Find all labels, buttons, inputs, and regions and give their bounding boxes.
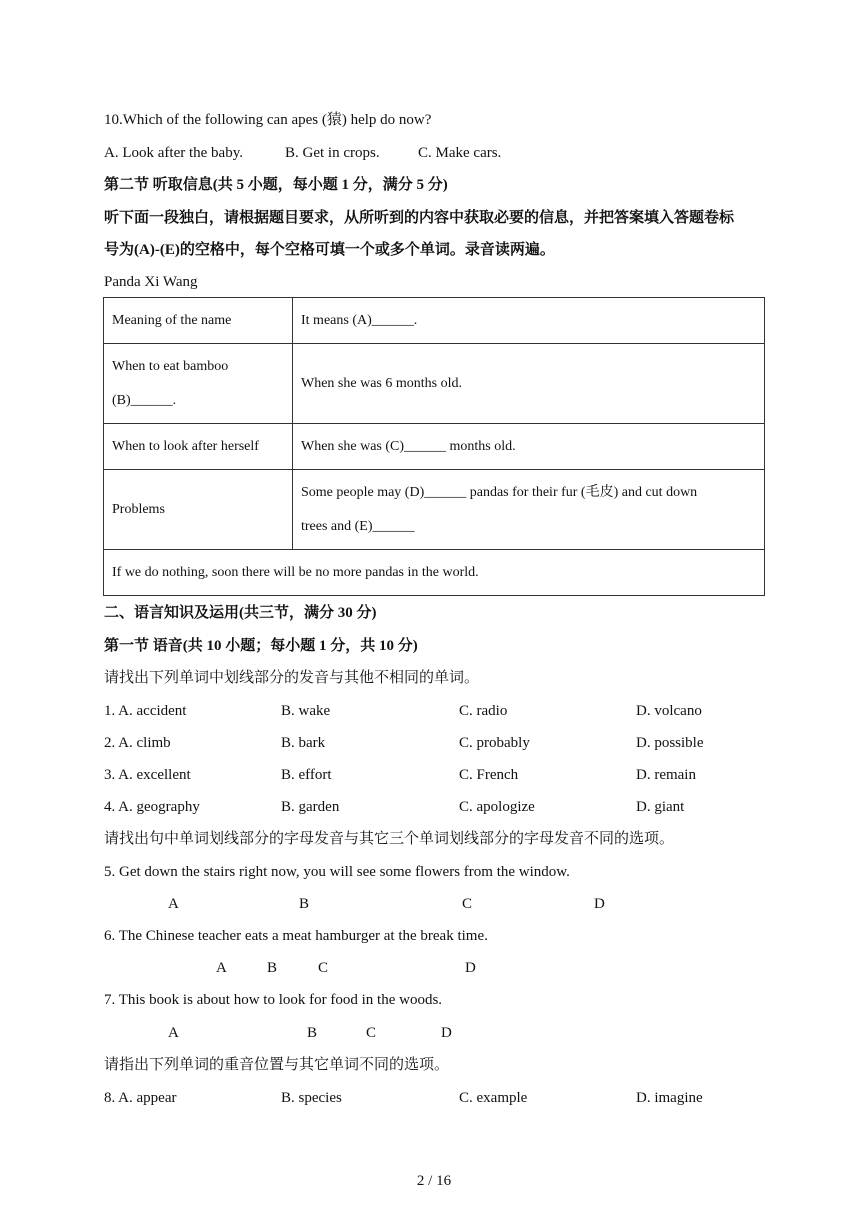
q8-option-c: C. example <box>459 1090 528 1106</box>
q5-letter-d: D <box>594 896 605 912</box>
row-value: When she was (C)______ months old. <box>293 424 765 470</box>
q6-letter-a: A <box>216 960 227 976</box>
row-label: When to look after herself <box>104 424 293 470</box>
row-value: When she was 6 months old. <box>293 344 765 424</box>
q6-letter-d: D <box>465 960 476 976</box>
table-row <box>104 298 765 344</box>
q4-option-c: C. apologize <box>459 799 535 815</box>
row-label: Meaning of the name <box>104 298 293 344</box>
q3-option-b: B. effort <box>281 767 332 783</box>
q6-letter-b: B <box>267 960 278 976</box>
table-title: Panda Xi Wang <box>104 274 198 290</box>
q6-sentence: 6. The Chinese teacher eats a meat hamburger at the break time. <box>104 928 488 944</box>
q7-sentence: 7. This book is about how to look for food in the woods. <box>104 992 443 1008</box>
q6-letter-c: C <box>318 960 329 976</box>
row-value <box>293 470 765 550</box>
q7-letter-c: C <box>366 1025 377 1041</box>
q7-letter-a: A <box>168 1025 179 1041</box>
q8-option-a: 8. A. appear <box>104 1090 177 1106</box>
row-value: It means (A)______. <box>293 298 765 344</box>
q4-option-d: D. giant <box>636 799 685 815</box>
row-label-line1: When to eat bamboo <box>112 358 229 374</box>
section2-instruction-2: 号为(A)-(E)的空格中，每个空格可填一个或多个单词。录音读两遍。 <box>104 242 555 258</box>
q5-letter-a: A <box>168 896 179 912</box>
q1-option-c: C. radio <box>459 703 508 719</box>
row-label: Problems <box>104 470 293 550</box>
q7-letter-d: D <box>441 1025 452 1041</box>
instruction-3: 请指出下列单词的重音位置与其它单词不同的选项。 <box>104 1057 450 1073</box>
table-row <box>104 550 765 596</box>
q4-option-a: 4. A. geography <box>104 799 200 815</box>
q1-option-a: 1. A. accident <box>104 703 187 719</box>
q1-option-b: B. wake <box>281 703 331 719</box>
q2-option-a: 2. A. climb <box>104 735 171 751</box>
q2-option-b: B. bark <box>281 735 326 751</box>
q7-letter-b: B <box>307 1025 318 1041</box>
info-table <box>103 297 765 596</box>
row-value-line1: Some people may (D)______ pandas for their fur (毛皮) and cut down <box>301 484 698 500</box>
q1-option-d: D. volcano <box>636 703 702 719</box>
table-row <box>104 344 765 424</box>
q10-option-c: C. Make cars. <box>418 145 502 161</box>
table-row <box>104 470 765 550</box>
q2-option-c: C. probably <box>459 735 530 751</box>
q3-option-c: C. French <box>459 767 519 783</box>
q10-question: 10.Which of the following can apes (猿) help do now? <box>104 112 432 128</box>
section1-title: 第一节 语音(共 10 小题；每小题 1 分，共 10 分) <box>104 638 418 654</box>
row-label <box>104 344 293 424</box>
row-value-line2: trees and (E)______ <box>301 518 415 534</box>
q3-option-a: 3. A. excellent <box>104 767 191 783</box>
instruction-2: 请找出句中单词划线部分的字母发音与其它三个单词划线部分的字母发音不同的选项。 <box>104 831 675 847</box>
q5-letter-b: B <box>299 896 310 912</box>
page-number: 2 / 16 <box>416 1173 452 1189</box>
section2-instruction-1: 听下面一段独白，请根据题目要求，从所听到的内容中获取必要的信息，并把答案填入答题卷标 <box>104 210 735 226</box>
q10-option-a: A. Look after the baby. <box>104 145 243 161</box>
q8-option-d: D. imagine <box>636 1090 703 1106</box>
row-label-line2: (B)______. <box>112 392 177 408</box>
row-full: If we do nothing, soon there will be no more pandas in the world. <box>104 550 765 596</box>
q8-option-b: B. species <box>281 1090 342 1106</box>
instruction-1: 请找出下列单词中划线部分的发音与其他不相同的单词。 <box>104 670 480 686</box>
section2-title: 第二节 听取信息(共 5 小题，每小题 1 分，满分 5 分) <box>104 177 448 193</box>
q2-option-d: D. possible <box>636 735 704 751</box>
q4-option-b: B. garden <box>281 799 340 815</box>
q5-letter-c: C <box>462 896 473 912</box>
table-row <box>104 424 765 470</box>
q5-sentence: 5. Get down the stairs right now, you will see some flowers from the window. <box>104 864 570 880</box>
q3-option-d: D. remain <box>636 767 696 783</box>
q10-option-b: B. Get in crops. <box>285 145 380 161</box>
part2-title: 二、语言知识及运用(共三节，满分 30 分) <box>104 605 377 621</box>
